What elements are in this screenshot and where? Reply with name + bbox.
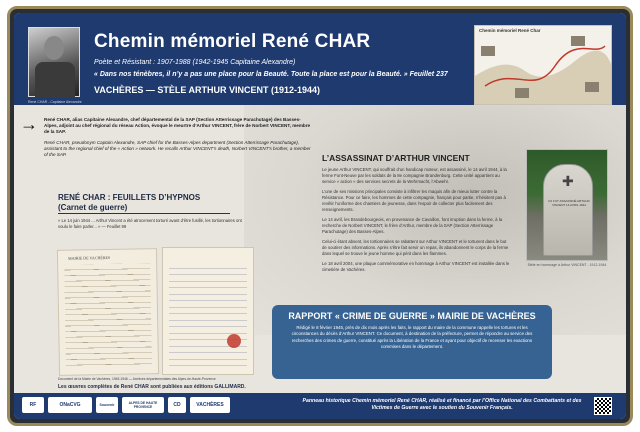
archive-document-1 <box>57 248 159 376</box>
rapport-text: Rédigé le 8 février 1945, près de dix mois après les faits, le rapport du maire de la commune rappelle les tortures et les circonstances du décès d’Arthur VINCENT. Ce document, à destination de la préfecture, permet de répondre au service des recherches des crimes de guerre, constitué après la Libération de la France et ayant pour objectif de recenser les exactions commises dans le département. <box>291 325 533 350</box>
header-quote: « Dans nos ténèbres, il n’y a pas une place pour la Beauté. Toute la place est pour la Beauté. » Feuillet 237 <box>94 71 448 78</box>
rapport-box <box>272 305 552 379</box>
route-map <box>474 25 612 105</box>
page-subtitle: Poète et Résistant : 1907-1988 (1942-1945 Capitaine Alexandre) <box>94 59 296 66</box>
stone-inscription: ICI FUT ASSASSINÉ ARTHUR VINCENT 14 AVRIL 1944 <box>548 199 590 208</box>
logo-vacheres: VACHÈRES <box>190 397 230 413</box>
logo-onacvg: ONaCVG <box>48 397 92 413</box>
qr-code-icon[interactable] <box>594 397 612 415</box>
logo-souvenir: Souvenir <box>96 397 118 413</box>
memorial-panel <box>14 13 626 419</box>
stele-heading: VACHÈRES — STÈLE ARTHUR VINCENT (1912-1944) <box>94 85 321 95</box>
map-title: Chemin mémoriel René Char <box>479 28 541 33</box>
memorial-stone <box>543 164 593 256</box>
portrait-photo <box>28 27 80 97</box>
rapport-title: RAPPORT « CRIME DE GUERRE » MAIRIE DE VACHÈRES <box>288 311 536 321</box>
divider <box>58 213 230 214</box>
logo-alpes: ALPES DE HAUTE PROVENCE <box>122 397 164 413</box>
document-caption: Document de la Mairie de Vachères, 1945-1946 — Archives départementales des Alpes-de-Haute-Provence <box>58 377 216 381</box>
logo-cd: CD <box>168 397 186 413</box>
intro-french: René CHAR, alias Capitaine Alexandre, chef départemental de la SAP (Section Atterrissage Parachutage) des Basses-Alpes, adjoint au chef régional du réseau Action, évoque le meurtre d’Arthur VINCENT, frère de Norbert VINCENT, membre de la SAP. <box>44 117 311 135</box>
arrow-icon: → <box>20 114 38 134</box>
portrait-caption: René CHAR - Capitaine Alexandre <box>28 100 82 104</box>
assassinat-paragraph: Le jeune Arthur VINCENT, qui souffrait d’un handicap moteur, est assassiné, le 14 avril 1944, à la ferme Font-Neuve par les soldats de la 8e compagnie Brandenburg. Cette unité appartient au service « action » des services secrets de la Wehrmacht, l’Abwehr. <box>322 167 507 185</box>
gallimard-note: Les œuvres complètes de René CHAR sont publiées aux éditions GALLIMARD. <box>58 384 246 390</box>
intro-english: René CHAR, pseudonym Captain Alexandre, SAP chief for the Basses-Alpes department (Section Atterrissage Parachutage), assistant to the regional chief of the « Action » network. He recalls Arthur VINCENT’s death, Norbert VINCENT’s brother, a member of the SAP. <box>44 140 311 158</box>
assassinat-paragraph: Le 18 avril 2004, une plaque commémorative en hommage à Arthur VINCENT est installée dans le cimetière de Vachères. <box>322 261 510 273</box>
footer-text: Panneau historique Chemin mémoriel René CHAR, réalisé et financé par l’Office National des Combattants et des Victimes de Guerre avec le soutien du Souvenir Français. <box>302 398 582 412</box>
hypnos-title: RENÉ CHAR : FEUILLETS D’HYPNOS <box>58 193 201 202</box>
document-heading: MAIRIE DE VACHÈRES <box>68 254 111 261</box>
assassinat-title: L’ASSASSINAT D’ARTHUR VINCENT <box>322 153 470 163</box>
assassinat-text <box>322 167 512 277</box>
stele-photo-caption: Stèle en hommage à Arthur VINCENT - 1912-1944 <box>527 263 607 267</box>
assassinat-paragraph: L’une de ses missions principales consiste à infiltrer les maquis afin de mieux lutter contre la Résistance. Pour ce faire, les hommes de cette compagnie, français pour partie, n’hésitent pas à revêtir l’uniforme des chantiers de jeunesse, dans l’espoir de collecter plus facilement des renseignements. <box>322 189 506 213</box>
assassinat-paragraph: Le 14 avril, les Brandebourgeois, en provenance de Cavaillon, font irruption dans la ferme, à la recherche de Norbert VINCENT, le frère d’Arthur, membre de la SAP (Section Atterrissage Parachutage) des Basses-Alpes. <box>322 217 503 235</box>
archive-document-2 <box>162 247 254 375</box>
cross-icon: ✚ <box>562 173 574 189</box>
hypnos-quote: « Le 14 juin 1944 ... Arthur Vincent a été atrocement torturé avant d’être fusillé, les tortionnaires ont voulu le faire parler... » — Feuillet 99 <box>58 218 242 229</box>
stele-photo <box>526 149 608 261</box>
panel-frame <box>7 6 633 426</box>
page-title: Chemin mémoriel René CHAR <box>94 31 371 52</box>
assassinat-paragraph: Celui-ci étant absent, les tortionnaires se rabattent sur Arthur VINCENT et le torturent dans le but de soutirer des informations. Après s’être fait servir un repas, ils abandonnent le corps de la ferme dans lequel se trouve le jeune homme qui périt dans les flammes. <box>322 239 509 257</box>
hypnos-subtitle: (Carnet de guerre) <box>58 203 128 212</box>
stamp-icon <box>227 334 241 348</box>
logo-rf: RF <box>22 397 44 413</box>
